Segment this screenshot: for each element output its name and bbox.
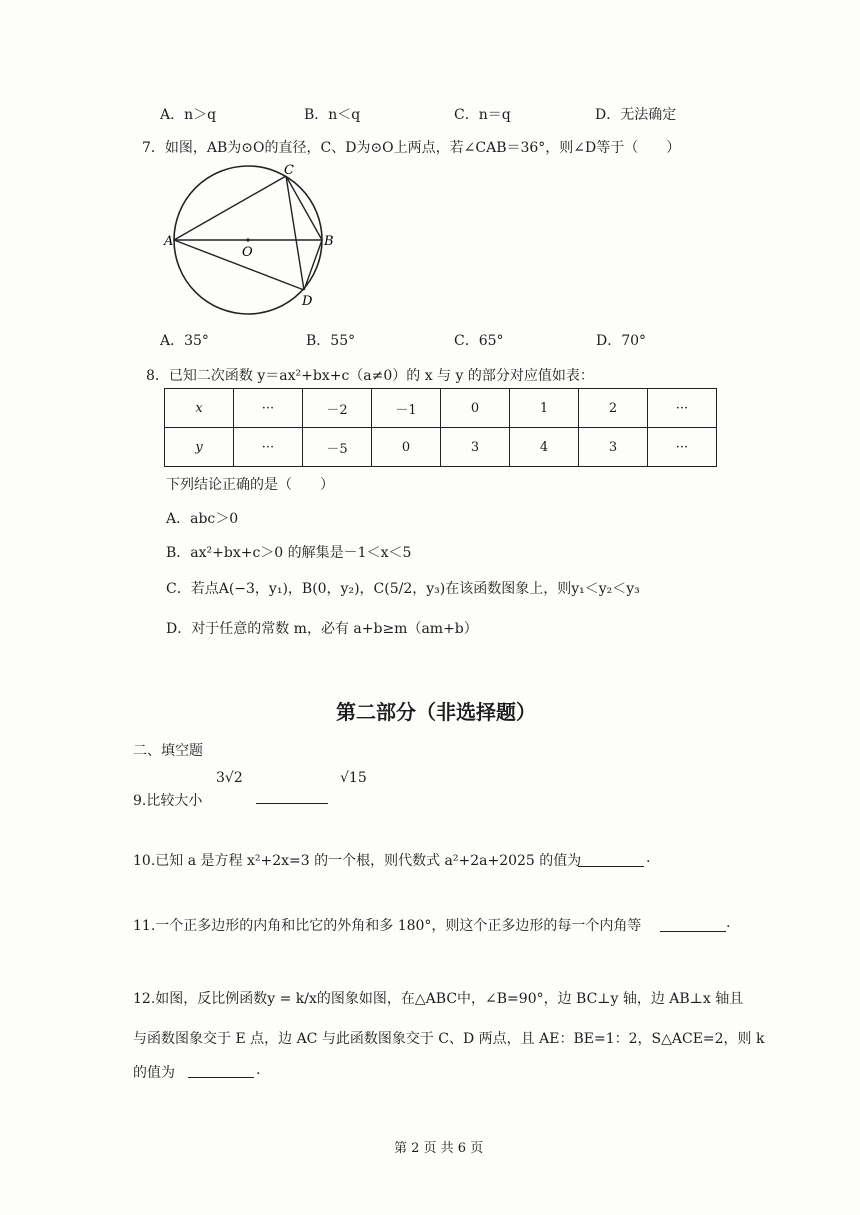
q7-option-c: C．65° bbox=[454, 333, 504, 349]
q12-answer-blank[interactable] bbox=[188, 1077, 254, 1078]
table-cell: ··· bbox=[648, 389, 717, 428]
table-cell: x bbox=[165, 389, 234, 428]
section-fill-in-heading: 二、填空题 bbox=[133, 743, 203, 759]
table-cell: 4 bbox=[510, 428, 579, 467]
q8-option-d: D．对于任意的常数 m，必有 a+b≥m（am+b） bbox=[166, 621, 478, 637]
q12-line-3: 的值为 bbox=[133, 1065, 175, 1081]
q7-option-b: B．55° bbox=[306, 333, 356, 349]
q6-option-c: C．n＝q bbox=[454, 107, 511, 123]
q8-option-b: B．ax²+bx+c＞0 的解集是－1＜x＜5 bbox=[166, 545, 412, 561]
table-cell: 3 bbox=[579, 428, 648, 467]
page-footer: 第 2 页 共 6 页 bbox=[394, 1141, 484, 1156]
label-a: A bbox=[164, 234, 174, 249]
table-cell: ··· bbox=[648, 428, 717, 467]
label-d: D bbox=[302, 294, 313, 309]
q8-stem: 8．已知二次函数 y＝ax²+bx+c（a≠0）的 x 与 y 的部分对应值如表： bbox=[146, 368, 594, 384]
segment-bd bbox=[304, 240, 322, 290]
q6-option-d: D．无法确定 bbox=[595, 107, 677, 123]
q11-answer-blank[interactable] bbox=[660, 931, 726, 932]
q12-line-1: 12.如图，反比例函数y = k/x的图象如图，在△ABC中，∠B=90°，边 BC⊥y 轴，边 AB⊥x 轴且 bbox=[133, 991, 744, 1007]
table-cell: 3 bbox=[441, 428, 510, 467]
table-row-x bbox=[165, 389, 717, 428]
q12-period: . bbox=[256, 1062, 261, 1078]
label-c: C bbox=[284, 163, 294, 178]
q9-left-value: 3√2 bbox=[216, 770, 243, 786]
table-cell: 1 bbox=[510, 389, 579, 428]
q9-right-value: √15 bbox=[340, 770, 367, 786]
table-cell: －1 bbox=[372, 389, 441, 428]
table-cell: 0 bbox=[441, 389, 510, 428]
table-cell: 0 bbox=[372, 428, 441, 467]
table-cell: ··· bbox=[234, 389, 303, 428]
q8-option-a: A．abc＞0 bbox=[166, 511, 239, 527]
q10-answer-blank[interactable] bbox=[578, 866, 644, 867]
table-row-y bbox=[165, 428, 717, 467]
table-cell: －2 bbox=[303, 389, 372, 428]
segment-ac bbox=[174, 176, 286, 240]
label-o: O bbox=[242, 245, 253, 260]
q7-stem: 7．如图，AB为⊙O的直径，C、D为⊙O上两点，若∠CAB＝36°，则∠D等于（ ） bbox=[142, 140, 681, 156]
label-b: B bbox=[324, 234, 334, 249]
q12-line-2: 与函数图象交于 E 点，边 AC 与此函数图象交于 C、D 两点，且 AE：BE=1：2，S△ACE=2，则 k bbox=[133, 1031, 765, 1047]
q9-answer-blank[interactable] bbox=[256, 803, 328, 804]
segment-ad bbox=[174, 240, 304, 290]
table-cell: y bbox=[165, 428, 234, 467]
table-cell: ··· bbox=[234, 428, 303, 467]
q11-period: . bbox=[726, 915, 731, 931]
q8-prompt: 下列结论正确的是（ ） bbox=[166, 477, 334, 493]
q7-option-d: D．70° bbox=[596, 333, 647, 349]
q8-option-c: C．若点A(−3，y₁)，B(0，y₂)，C(5/2，y₃)在该函数图象上，则y₁＜y₂＜y₃ bbox=[166, 581, 640, 597]
table-cell: 2 bbox=[579, 389, 648, 428]
part-two-title: 第二部分（非选择题） bbox=[336, 700, 536, 724]
q10-period: . bbox=[646, 850, 651, 866]
q6-option-b: B．n＜q bbox=[304, 107, 361, 123]
q6-option-a: A．n＞q bbox=[160, 107, 217, 123]
center-dot bbox=[246, 238, 249, 241]
q7-circle-figure bbox=[160, 160, 350, 320]
q7-option-a: A．35° bbox=[160, 333, 209, 349]
q8-value-table bbox=[164, 388, 717, 467]
q11-text: 11.一个正多边形的内角和比它的外角和多 180°，则这个正多边形的每一个内角等 bbox=[133, 918, 642, 934]
q9-text: 9.比较大小 bbox=[133, 793, 203, 809]
table-cell: －5 bbox=[303, 428, 372, 467]
q10-text: 10.已知 a 是方程 x²+2x=3 的一个根，则代数式 a²+2a+2025 的值为 bbox=[133, 853, 582, 869]
